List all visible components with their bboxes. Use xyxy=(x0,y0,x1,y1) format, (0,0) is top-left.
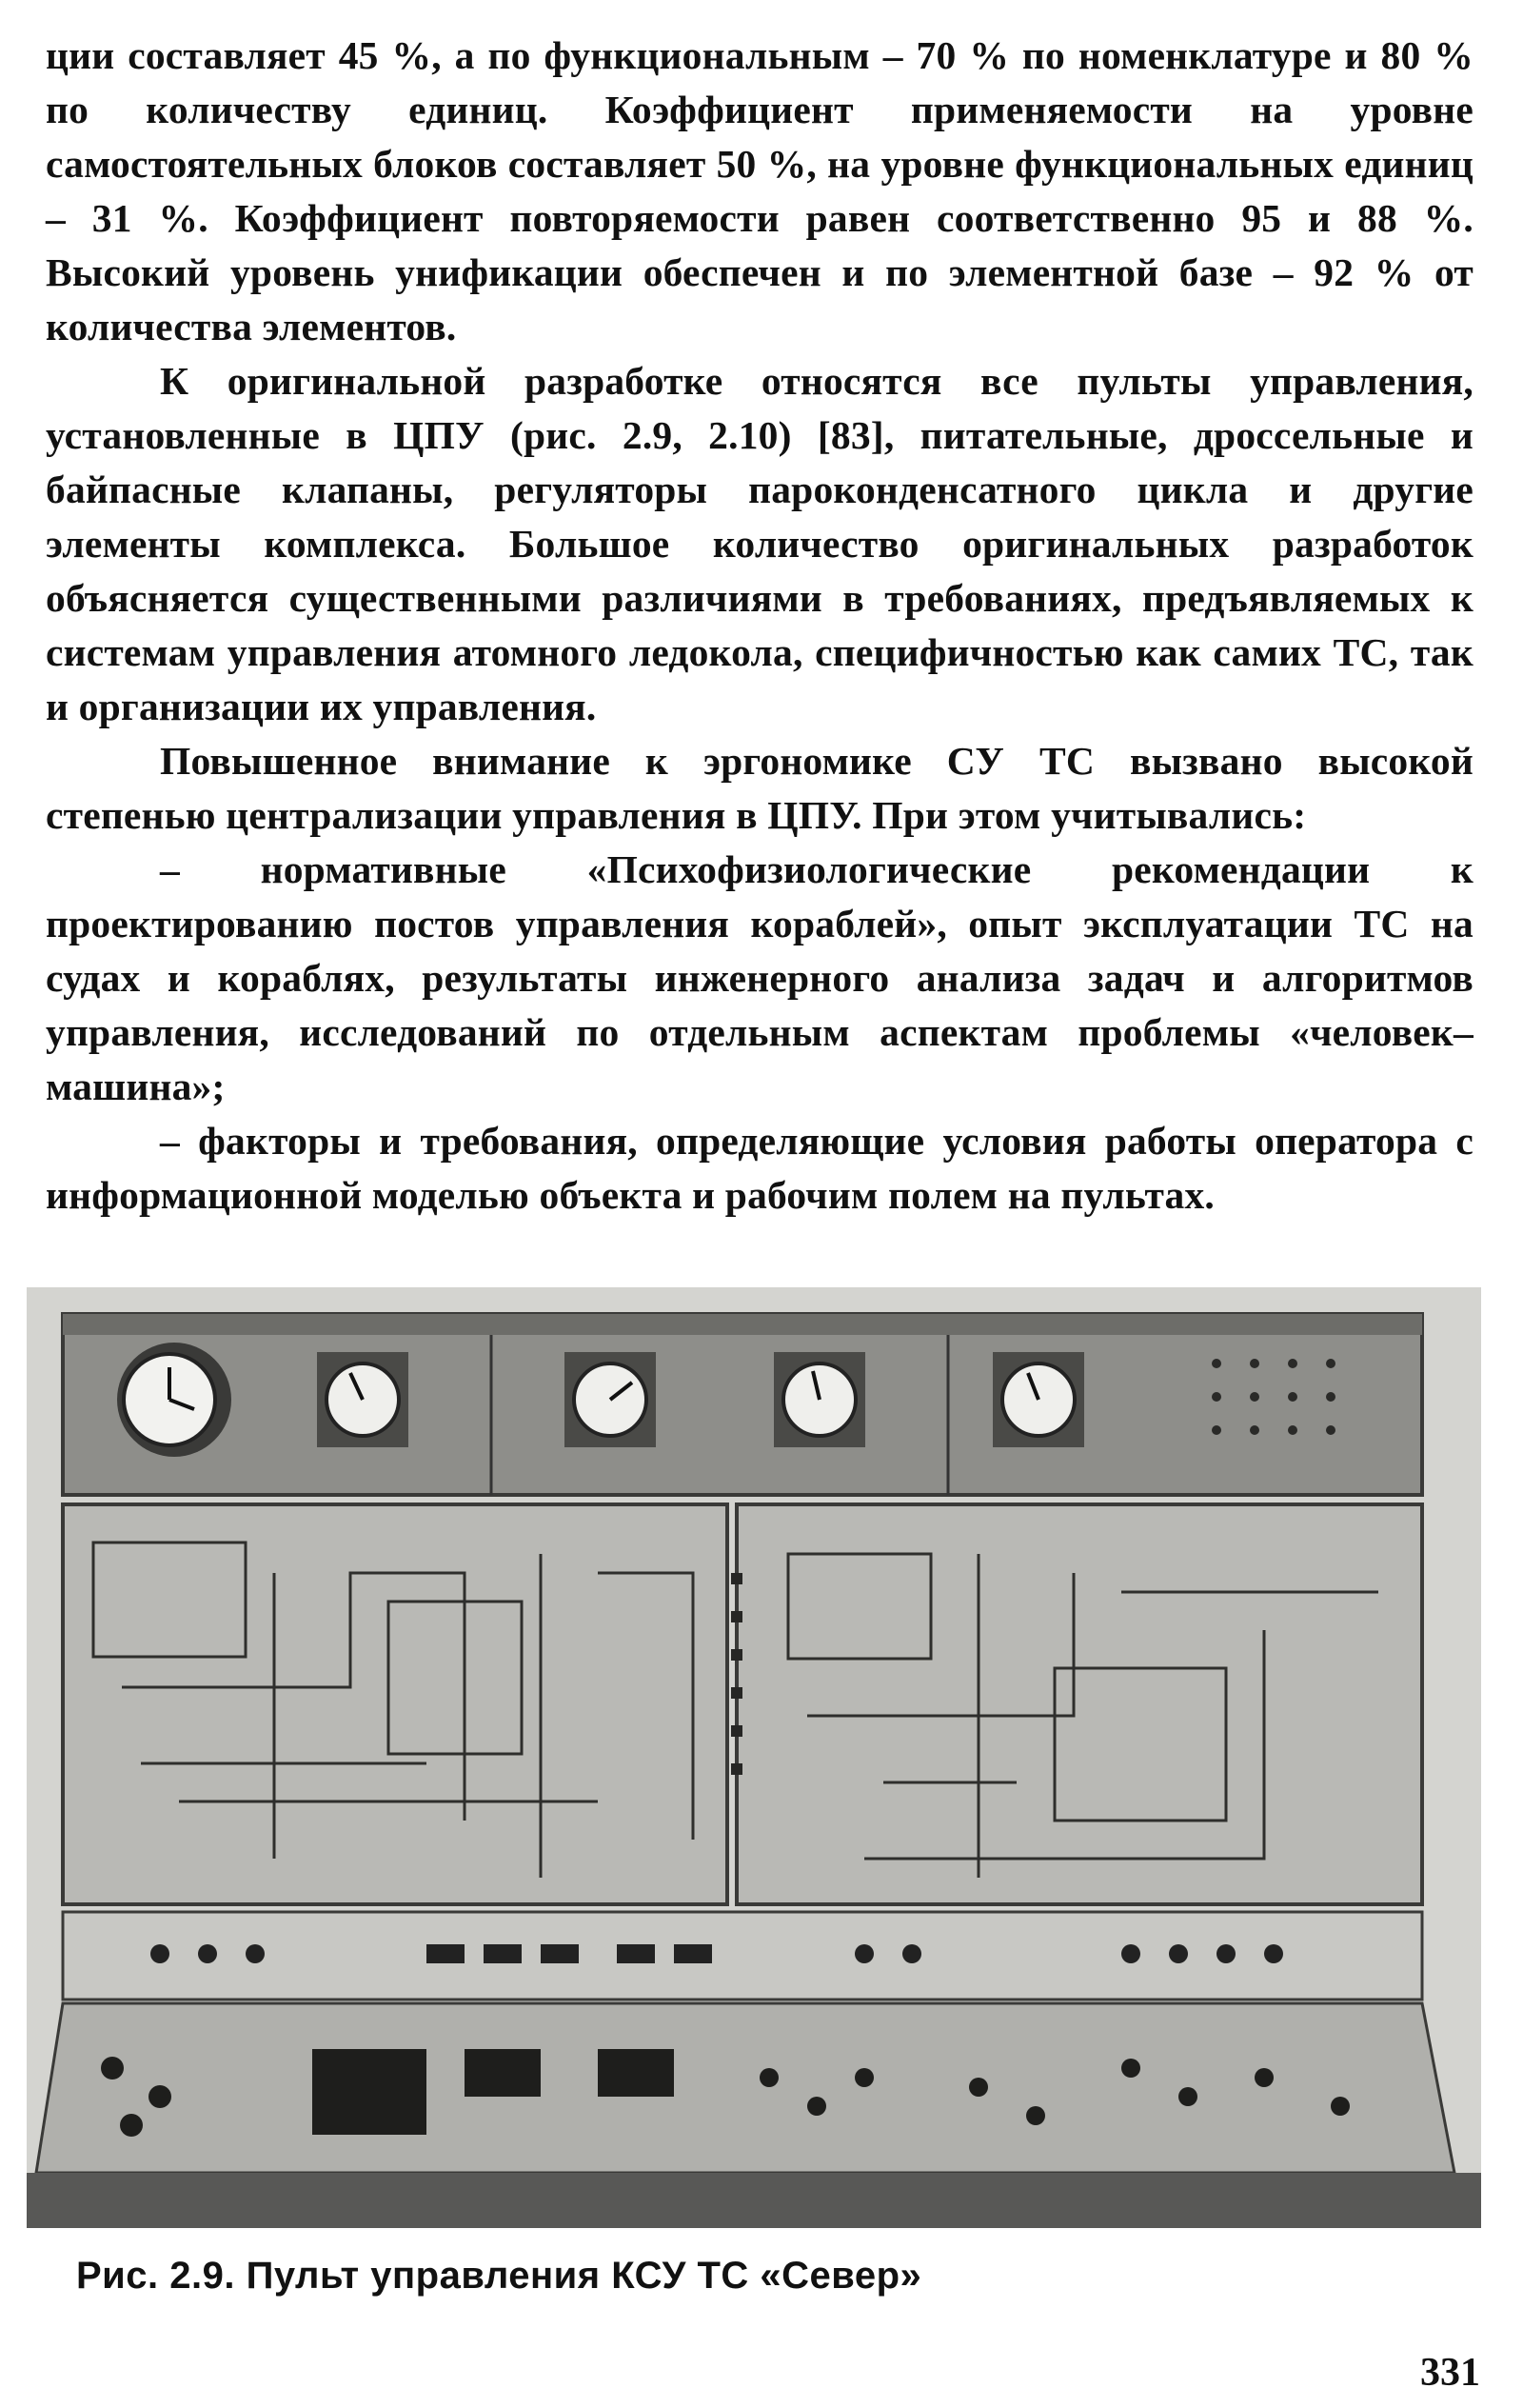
pressure-gauge-icon xyxy=(774,1352,865,1447)
paragraph-unification: ции составляет 45 %, а по функциональным – 70 % по номенклатуре и 80 % по количеству единиц. Коэффициент применяемости на уровне самостоятельных блоков составляет 50 %, на уровне функциональных единиц – 31 %. Коэффициент повторяемости равен соответственно 95 и 88 %. Высокий уровень унификации обеспечен и по элементной базе – 92 % от количества элементов. xyxy=(46,33,1474,348)
control-panel-photo xyxy=(27,1287,1481,2228)
paragraph-original-development: К оригинальной разработке относятся все пульты управления, установленные в ЦПУ (рис. 2.9, 2.10) [83], питательные, дроссельные и байпасные клапаны, регуляторы пароконденсатного цикла и другие элементы комплекса. Большое количество оригинальных разработок объясняется существенными различиями в требованиях, предъявляемых к системам управления атомного ледокола, специфичностью как самих ТС, так и организации их управления. xyxy=(46,359,1474,728)
pressure-gauge-icon xyxy=(564,1352,656,1447)
pressure-gauge-icon xyxy=(317,1352,408,1447)
mimic-panel-left xyxy=(63,1504,727,1904)
control-desk xyxy=(36,2003,1454,2173)
figure-caption: Рис. 2.9. Пульт управления КСУ ТС «Север» xyxy=(76,2255,922,2297)
paragraph-ergonomics: Повышенное внимание к эргономике СУ ТС вызвано высокой степенью централизации управления в ЦПУ. При этом учитывались: xyxy=(46,739,1474,837)
page-number: 331 xyxy=(1420,2351,1480,2395)
clock-icon xyxy=(117,1343,231,1457)
list-item-factors: – факторы и требования, определяющие условия работы оператора с информационной моделью объекта и рабочим полем на пультах. xyxy=(46,1119,1474,1217)
body-text xyxy=(46,29,1474,1223)
list-item-normative: – нормативные «Психофизиологические рекомендации к проектированию постов управления кораблей», опыт эксплуатации ТС на судах и кораблях, результаты инженерного анализа задач и алгоритмов управления, исследований по отдельным аспектам проблемы «человек–машина»; xyxy=(46,847,1474,1108)
instrument-housing xyxy=(63,1314,1422,1495)
mimic-panel-right xyxy=(737,1504,1422,1904)
pressure-gauge-icon xyxy=(993,1352,1084,1447)
